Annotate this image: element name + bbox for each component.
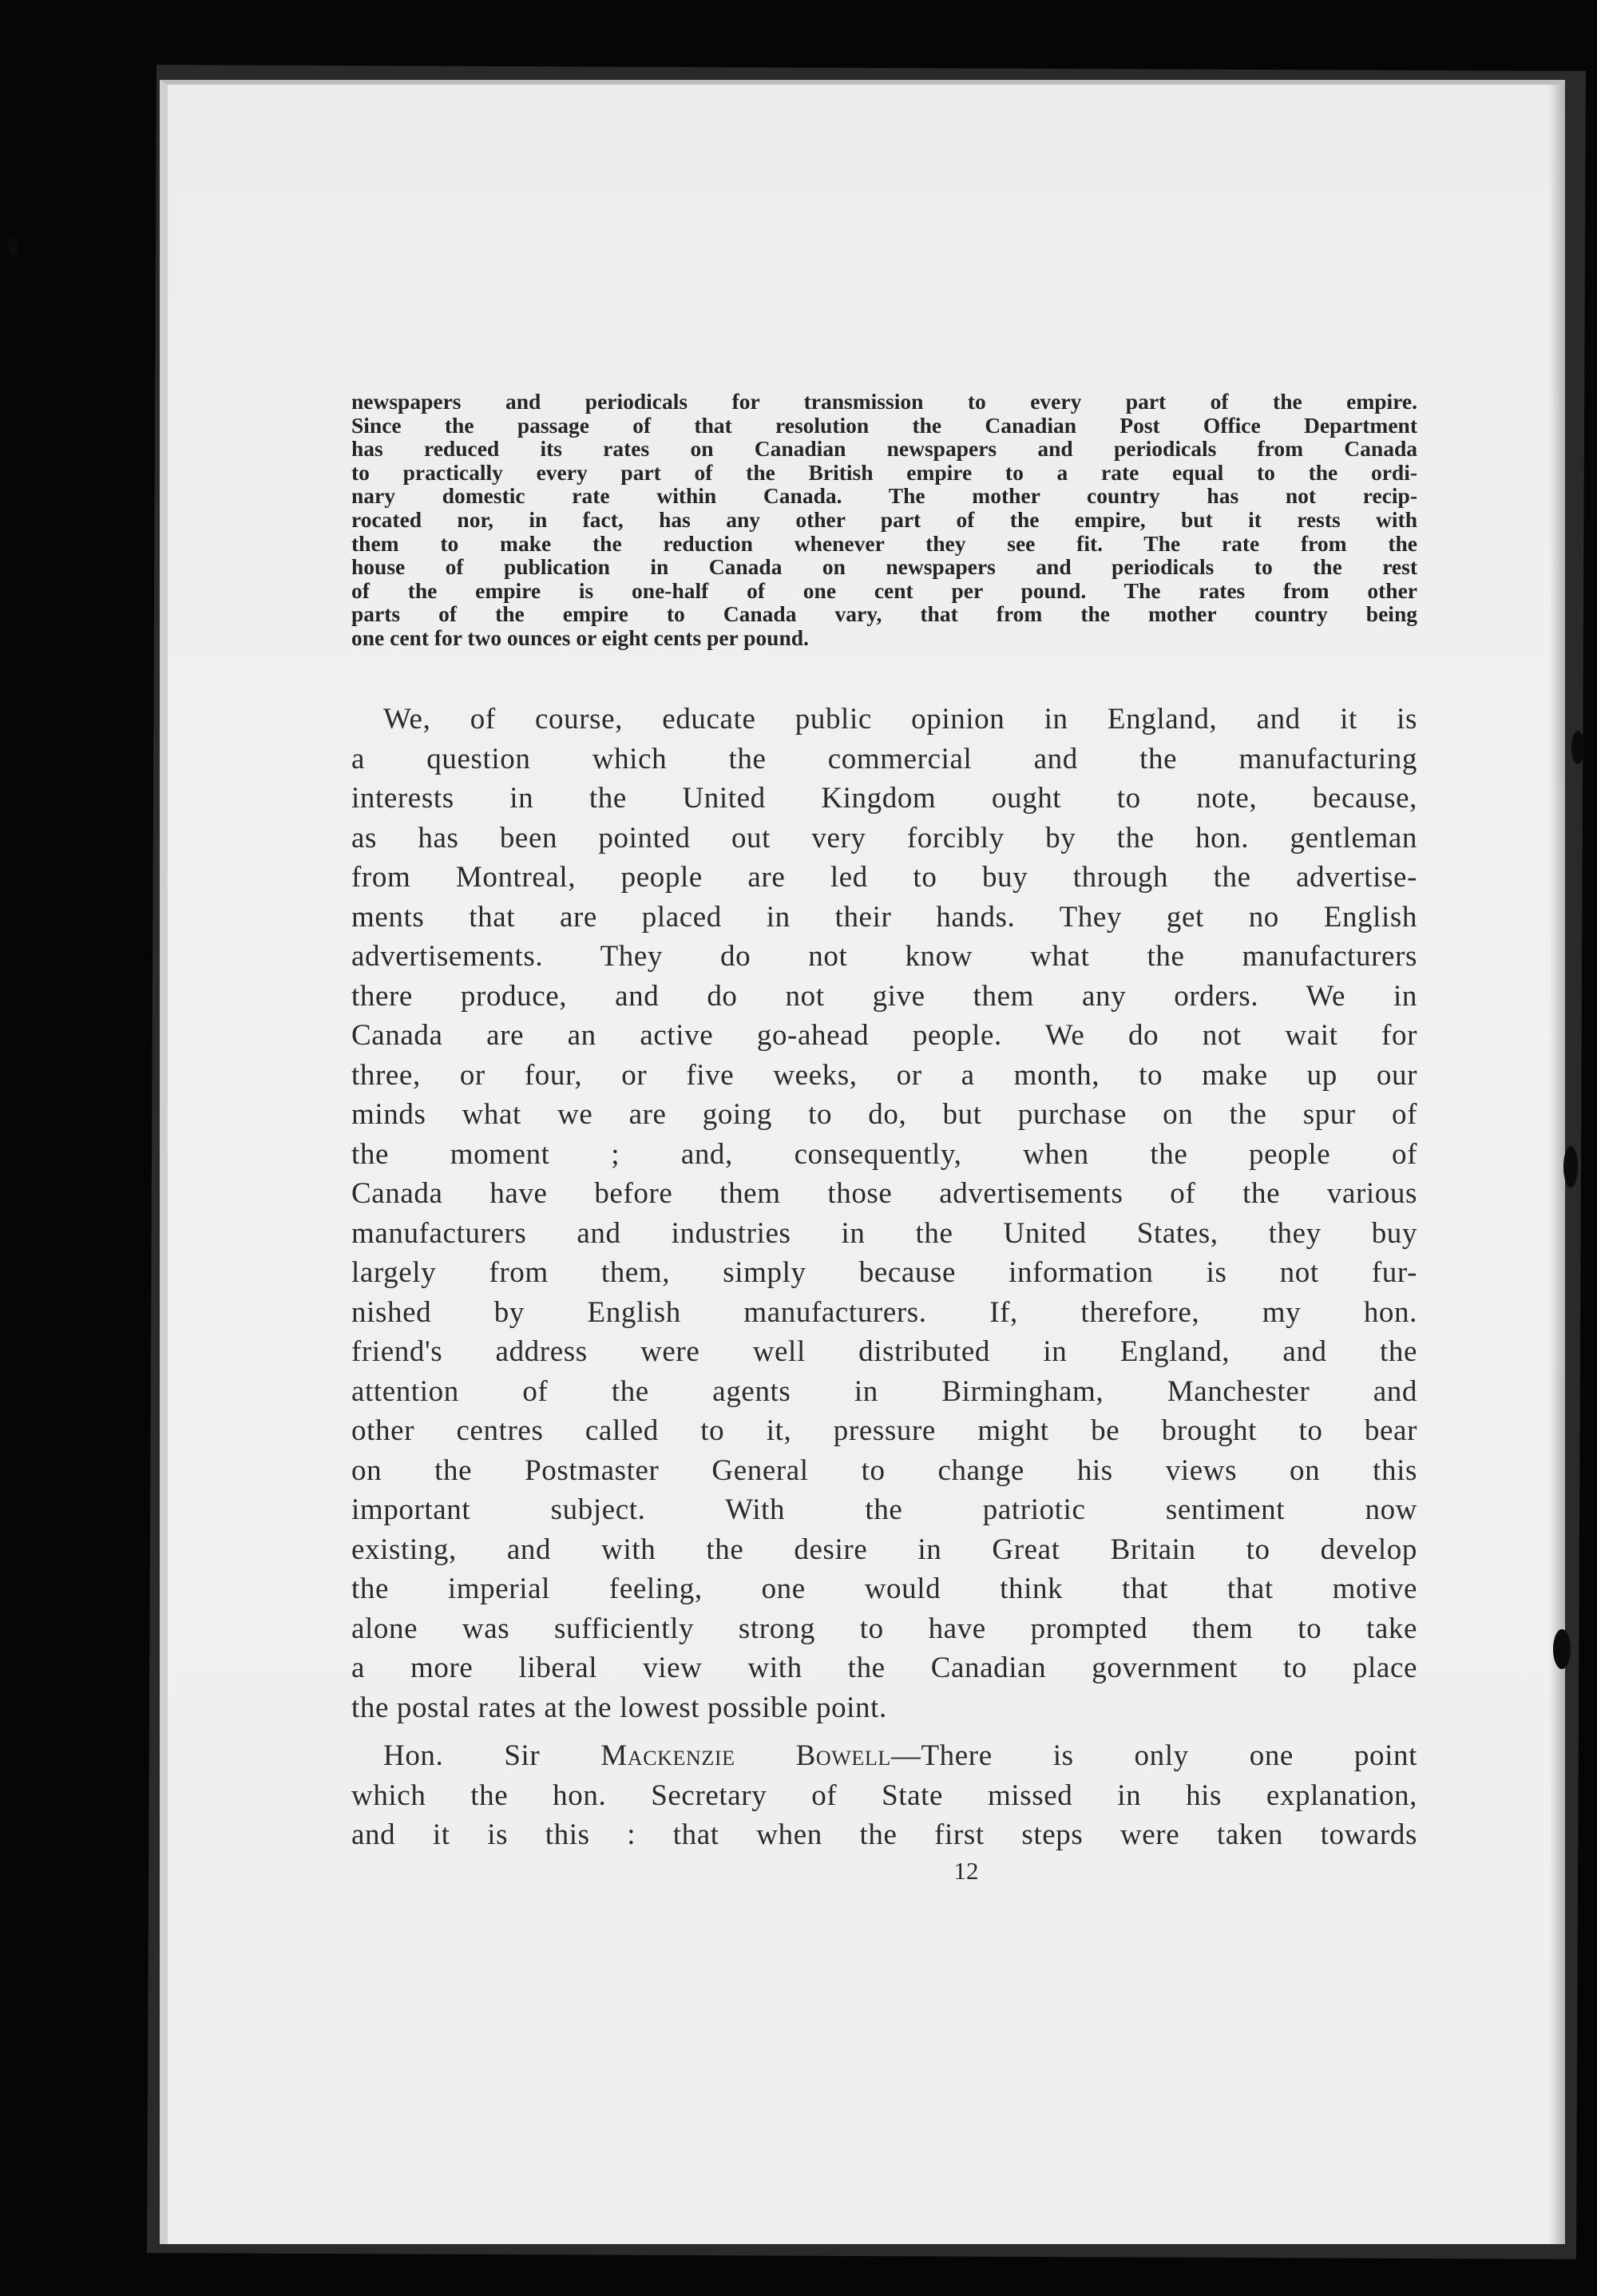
paragraph-1-line: alone was sufficiently strong to have prompted them to take (351, 1612, 1417, 1645)
paragraph-1-line: We, of course, educate public opinion in England, and it is (383, 703, 1417, 736)
footnote-line: newspapers and periodicals for transmission to every part of the empire. (351, 389, 1417, 414)
paragraph-1-line: Canada have before them those advertisements of the various (351, 1177, 1417, 1210)
paragraph-1-line: a question which the commercial and the manufacturing (351, 742, 1417, 775)
paragraph-1-line: attention of the agents in Birmingham, Manchester and (351, 1374, 1417, 1408)
paragraph-1-line: important subject. With the patriotic sentiment now (351, 1493, 1417, 1526)
paragraph-1-line: a more liberal view with the Canadian government to place (351, 1652, 1417, 1684)
paragraph-2-line: and it is this : that when the first steps were taken towards (351, 1818, 1417, 1851)
paragraph-1 (351, 700, 1417, 1727)
speaker-prefix: Hon. Sir (383, 1739, 601, 1772)
paragraph-2 (351, 1736, 1417, 1855)
footnote-line: rocated nor, in fact, has any other part of the empire, but it rests with (351, 506, 1417, 532)
paragraph-1-line: largely from them, simply because information is not fur- (351, 1256, 1417, 1289)
paragraph-1-line: the imperial feeling, one would think that that motive (351, 1572, 1417, 1605)
paragraph-1-line: friend's address were well distributed in England, and the (351, 1335, 1417, 1368)
speaker-remark: —There is only one point (890, 1739, 1417, 1772)
paragraph-2-first-line (351, 1736, 1417, 1776)
paragraph-1-line: the moment ; and, consequently, when the people of (351, 1137, 1417, 1171)
paragraph-1-line: three, or four, or five weeks, or a month, to make up our (351, 1058, 1417, 1092)
margin-speck (1571, 731, 1584, 764)
margin-speck (1553, 1629, 1571, 1669)
paragraph-1-line: on the Postmaster General to change his views on this (351, 1453, 1417, 1487)
footnote-line: to practically every part of the British empire to a rate equal to the ordi- (351, 459, 1417, 485)
page-number: 12 (953, 1857, 979, 1885)
paragraph-1-line: nished by English manufacturers. If, therefore, my hon. (351, 1295, 1417, 1329)
footnote-line: parts of the empire to Canada vary, that from the mother country being (351, 601, 1417, 627)
paragraph-2-line: which the hon. Secretary of State missed in his explanation, (351, 1779, 1417, 1812)
paragraph-1-line: advertisements. They do not know what the manufacturers (351, 940, 1417, 973)
footnote-line: nary domestic rate within Canada. The mother country has not recip- (351, 483, 1417, 509)
paragraph-1-line: interests in the United Kingdom ought to note, because, (351, 782, 1417, 815)
speaker-name: Mackenzie Bowell (600, 1739, 891, 1772)
paragraph-1-line: other centres called to it, pressure might be brought to bear (351, 1414, 1417, 1447)
paragraph-1-line: from Montreal, people are led to buy through the advertise- (351, 861, 1417, 894)
paragraph-1-line: the postal rates at the lowest possible point. (351, 1691, 887, 1724)
paragraph-1-line: there produce, and do not give them any orders. We in (351, 979, 1417, 1013)
footnote-line: them to make the reduction whenever they see fit. The rate from the (351, 530, 1417, 556)
margin-speck (1563, 1146, 1578, 1188)
footnote-line: one cent for two ounces or eight cents per pound. (351, 625, 809, 650)
paragraph-1-line: as has been pointed out very forcibly by the hon. gentleman (351, 821, 1417, 855)
paragraph-1-line: manufacturers and industries in the United States, they buy (351, 1216, 1417, 1250)
paragraph-1-line: existing, and with the desire in Great Britain to develop (351, 1533, 1417, 1566)
footnote-line: has reduced its rates on Canadian newspapers and periodicals from Canada (351, 436, 1417, 462)
paragraph-1-line: minds what we are going to do, but purchase on the spur of (351, 1098, 1417, 1131)
footnote-line: house of publication in Canada on newspapers and periodicals to the rest (351, 554, 1417, 580)
footnote-line: Since the passage of that resolution the Canadian Post Office Department (351, 412, 1417, 438)
margin-speck (8, 238, 19, 256)
paragraph-1-line: ments that are placed in their hands. They get no English (351, 900, 1417, 934)
paragraph-1-line: Canada are an active go-ahead people. We do not wait for (351, 1019, 1417, 1052)
footnote-line: of the empire is one-half of one cent per pound. The rates from other (351, 577, 1417, 603)
footnote-block (351, 390, 1417, 650)
